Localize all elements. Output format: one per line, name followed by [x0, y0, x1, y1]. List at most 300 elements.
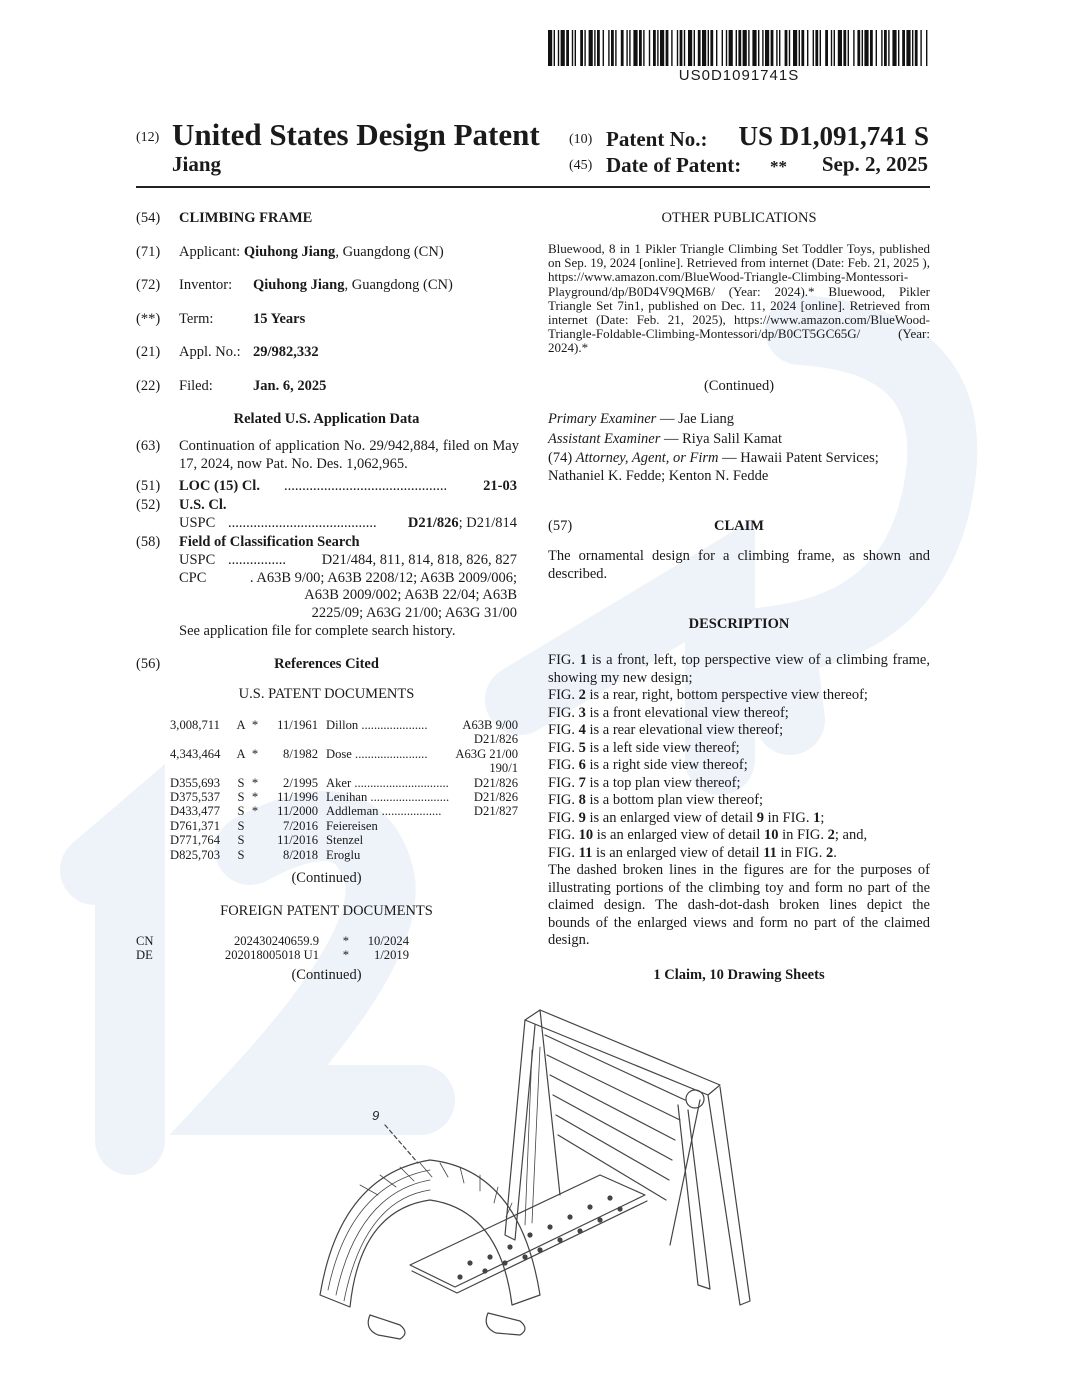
barcode-bar: [864, 30, 868, 66]
fig-text: is a front, left, top perspective view of a climbing frame, showing my new design;: [548, 652, 930, 686]
inventor-name: Qiuhong Jiang: [253, 277, 345, 293]
appl-code: (21): [136, 344, 161, 360]
ref-kind: S: [237, 818, 245, 833]
fig-prefix: FIG.: [548, 722, 579, 738]
ref-number: D355,693: [170, 775, 221, 790]
barcode-bar: [834, 30, 835, 66]
barcode-bar: [825, 30, 828, 66]
term-value: 15 Years: [253, 311, 306, 327]
us-reference-row: [170, 776, 518, 790]
barcode-bar: [815, 30, 818, 66]
barcode-bar: [633, 30, 637, 66]
foreign-date: 10/2024: [367, 934, 409, 948]
barcode-bar: [603, 30, 604, 66]
assistant-examiner-label: Assistant Examiner: [548, 431, 661, 447]
fig-detail-number: 11: [763, 844, 777, 861]
ref-kind: S: [237, 775, 245, 790]
other-pubs-continued: (Continued): [703, 378, 775, 394]
description-body: [548, 652, 930, 950]
term-label: Term:: [179, 311, 214, 327]
detail-leader: [385, 1125, 418, 1163]
ref-number: D825,703: [170, 847, 221, 862]
fig-text: is a front elevational view thereof;: [585, 704, 789, 721]
figure-description: [548, 827, 930, 845]
ref-class: D21/827: [473, 804, 518, 819]
loc-code: (51): [136, 478, 161, 494]
barcode-bar: [589, 30, 593, 66]
ref-star: *: [251, 775, 259, 790]
ref-inventor: Dose: [326, 746, 352, 761]
date-code: (45): [569, 158, 593, 173]
ref-class-secondary: D21/826: [473, 732, 518, 747]
barcode-bar: [793, 30, 797, 66]
ref-star: *: [251, 746, 259, 761]
barcode-bar: [677, 30, 678, 66]
barcode-bar: [752, 30, 756, 66]
ref-class: A63B 9/00: [462, 718, 518, 732]
barcode-bar: [857, 30, 860, 66]
attorney-label: Attorney, Agent, or Firm: [575, 450, 719, 466]
barcode-bar: [881, 30, 882, 66]
field-cpc-line2: A63B 2009/002; A63B 22/04; A63B: [304, 587, 517, 603]
ref-inventor-class: [318, 833, 518, 847]
fig-text: is a rear elevational view thereof;: [585, 722, 784, 738]
field-code: (58): [136, 534, 161, 550]
appl-label: Appl. No.:: [179, 344, 241, 360]
fig-number: 7: [578, 774, 586, 791]
date-label: Date of Patent:: [606, 153, 742, 177]
barcode-bar: [758, 30, 759, 66]
barcode-bar: [738, 30, 741, 66]
ref-number: 3,008,711: [170, 718, 220, 732]
barcode-bar: [915, 30, 918, 66]
primary-examiner-label: Primary Examiner: [548, 411, 657, 427]
claim-heading: CLAIM: [714, 518, 764, 534]
barcode-bar: [608, 30, 609, 66]
fig-text: is an enlarged view of detail: [593, 827, 764, 843]
barcode-bar: [888, 30, 889, 66]
fig-text-3: ;: [820, 809, 825, 826]
barcode-bar: [694, 30, 695, 66]
ref-inventor: Stenzel: [326, 833, 364, 848]
us-refs-continued: (Continued): [291, 870, 362, 886]
ref-kind: S: [237, 847, 245, 862]
term-code: (**): [136, 311, 161, 327]
barcode-bar: [666, 30, 669, 66]
barcode-bar: [736, 30, 737, 66]
figure-description: [548, 740, 930, 758]
barcode-bar: [621, 30, 624, 66]
type-code: (12): [136, 130, 160, 145]
ref-inventor: Aker: [326, 775, 352, 790]
ref-kind: S: [237, 790, 245, 805]
barcode-bar: [785, 30, 788, 66]
figure-list: [548, 652, 930, 862]
barcode-bar: [572, 30, 573, 66]
figure-description: [548, 687, 930, 705]
foreign-star: *: [342, 948, 349, 963]
ref-date: 11/1961: [277, 718, 318, 732]
ref-dots: .....................: [361, 718, 428, 732]
figure-description: [548, 705, 930, 723]
attorney-code: (74): [548, 450, 573, 466]
foreign-country: CN: [136, 934, 154, 948]
uscl-label: U.S. Cl.: [179, 497, 227, 513]
foreign-number: 202018005018 U1: [224, 948, 319, 963]
assistant-examiner-name: — Riya Salil Kamat: [660, 431, 782, 447]
fig-ref-number: 2: [826, 844, 834, 861]
barcode-bar: [671, 30, 672, 66]
barcode-bar: [649, 30, 650, 66]
ref-dots: .........................: [370, 790, 450, 805]
ref-star: [248, 848, 262, 862]
barcode-bar: [615, 30, 616, 66]
other-pubs-text: Bluewood, 8 in 1 Pikler Triangle Climbing Set Toddler Toys, published on Sep. 19, 2024 [online]. Retrieved from internet (Date: Feb. 21, 2025 ), https://www.amazon.com/BlueWood-Triangle-Climbing-Montessori-Playground/dp/B0D4V9QM6B/ (Year: 2024).* Bluewood, Pikler Triangle Set 7in1, published on Dec. 11, 2024 [online]. Retrieved from internet (Date: Feb. 21, 2025), https://www.amazon.com/BlueWood-Triangle-Foldable-Climbing-Montessori/dp/B0CT5GC65G/ (Year: 2024).*: [548, 241, 930, 356]
fig-number: 11: [578, 844, 593, 861]
applicant-label: Applicant:: [179, 244, 241, 260]
us-reference-row: [170, 848, 518, 862]
barcode-bar: [771, 30, 774, 66]
inventor-short: Jiang: [172, 152, 222, 176]
foreign-number: 202430240659.9: [233, 934, 319, 948]
figure-description: [548, 775, 930, 793]
fig-prefix: FIG.: [548, 774, 579, 791]
barcode-bar: [898, 30, 899, 66]
barcode-bar: [653, 30, 656, 66]
barcode-bar: [848, 30, 849, 66]
barcode-bar: [729, 30, 733, 66]
applicant-location: , Guangdong (CN): [335, 244, 444, 260]
ref-inventor-class: [318, 819, 518, 833]
loc-label: LOC (15) Cl.: [179, 478, 260, 494]
ref-star: *: [251, 790, 259, 805]
barcode-bar: [722, 30, 723, 66]
field-cpc-line1: . A63B 9/00; A63B 2208/12; A63B 2009/006;: [249, 570, 517, 586]
fig-text-3: .: [833, 844, 837, 861]
barcode-bar: [629, 30, 630, 66]
fig-text: is a bottom plan view thereof;: [585, 792, 764, 808]
loc-value: 21-03: [483, 478, 517, 494]
fig-text: is an enlarged view of detail: [592, 844, 764, 861]
related-heading: Related U.S. Application Data: [233, 411, 420, 427]
barcode-bar: [554, 30, 555, 66]
barcode-bar: [920, 30, 921, 66]
uspc-value: [390, 515, 517, 533]
ref-date: 8/1982: [283, 746, 318, 761]
ref-inventor-class: [318, 790, 518, 804]
inventor-line: [253, 277, 453, 295]
us-reference-row: [170, 790, 518, 804]
barcode-bar: [688, 30, 692, 66]
assistant-examiner: [548, 431, 782, 449]
barcode-bar: [870, 30, 873, 66]
ref-star: *: [251, 804, 259, 819]
foreign-star: *: [342, 934, 349, 948]
barcode-bar: [626, 30, 627, 66]
applicant-line: [179, 244, 444, 262]
ref-inventor: Eroglu: [326, 847, 361, 862]
fig-number: 9: [578, 809, 586, 826]
barcode-bar: [716, 30, 717, 66]
barcode-bar: [831, 30, 832, 66]
header-rule: [136, 186, 930, 188]
climbing-frame-drawing: [300, 995, 780, 1355]
primary-examiner: [548, 411, 734, 429]
fig-text-2: in FIG.: [778, 827, 828, 843]
barcode-bar: [639, 30, 642, 66]
ref-star: *: [251, 718, 259, 732]
foreign-reference-row: [136, 934, 409, 948]
barcode-bar: [748, 30, 749, 66]
ref-date: 11/2000: [277, 804, 318, 819]
ref-inventor: Lenihan: [326, 790, 368, 805]
ref-inventor-class: [318, 848, 518, 862]
barcode-bar: [743, 30, 747, 66]
uspc-label: USPC: [179, 515, 216, 531]
barcode-bar: [862, 30, 863, 66]
barcode-bar: [813, 30, 814, 66]
patent-type-title: United States Design Patent: [172, 117, 540, 152]
refs-code: (56): [136, 656, 161, 672]
climbing-arch: [320, 1160, 540, 1307]
claim-text: The ornamental design for a climbing frame, as shown and described.: [548, 548, 930, 582]
fig-ref-number: 1: [813, 809, 821, 826]
ref-class: A63G 21/00: [455, 746, 518, 761]
foreign-country: DE: [136, 948, 153, 963]
fig-prefix: FIG.: [548, 704, 579, 721]
us-reference-row: [170, 833, 518, 847]
claim-code: (57): [548, 518, 573, 534]
ref-kind: A: [236, 718, 246, 732]
ref-date: 7/2016: [283, 818, 318, 833]
ref-class: D21/826: [473, 775, 518, 790]
barcode-bar: [779, 30, 780, 66]
description-heading: DESCRIPTION: [688, 616, 790, 632]
patent-number: US D1,091,741 S: [738, 121, 929, 151]
foreign-docs-heading: FOREIGN PATENT DOCUMENTS: [220, 903, 433, 919]
us-reference-row: [170, 819, 518, 833]
ref-class-secondary: 190/1: [489, 761, 518, 776]
barcode-bar: [643, 30, 644, 66]
field-uspc-dots: ................: [228, 552, 286, 568]
inventor-location: , Guangdong (CN): [344, 277, 453, 293]
filed-label: Filed:: [179, 378, 213, 394]
ref-kind: S: [237, 833, 245, 848]
barcode-bar: [702, 30, 706, 66]
barcode-bar: [680, 30, 683, 66]
ref-star: [248, 833, 262, 847]
field-uspc-value: D21/484, 811, 814, 818, 826, 827: [321, 552, 517, 568]
ref-date: 11/1996: [277, 790, 318, 805]
design-title: CLIMBING FRAME: [179, 210, 313, 226]
fig-prefix: FIG.: [548, 844, 579, 861]
figure-description: [548, 757, 930, 775]
barcode-bar: [660, 30, 664, 66]
barcode-bar: [594, 30, 595, 66]
us-references-table: [170, 718, 518, 862]
ref-inventor: Feiereisen: [326, 818, 378, 833]
fig-number: 10: [578, 827, 594, 843]
ref-number: 4,343,464: [170, 746, 221, 761]
barcode-bar: [912, 30, 913, 66]
ref-number: D761,371: [170, 818, 221, 833]
filed-code: (22): [136, 378, 161, 394]
barcode-bar: [843, 30, 846, 66]
field-cpc-line3: 2225/09; A63G 21/00; A63G 31/00: [311, 605, 517, 621]
figure-description: [548, 792, 930, 810]
fig-prefix: FIG.: [548, 809, 579, 826]
fig-text: is a left side view thereof;: [585, 739, 740, 756]
figure-description: [548, 652, 930, 687]
ref-star: [248, 819, 262, 833]
uspc-dots: .........................................: [228, 515, 377, 531]
figure-description: [548, 845, 930, 863]
barcode-bar: [580, 30, 583, 66]
barcode-bar: [684, 30, 685, 66]
barcode-bar: [884, 30, 887, 66]
barcode-bar: [926, 30, 927, 66]
uspc-value-secondary: ; D21/814: [458, 515, 517, 531]
barcode-bar: [765, 30, 769, 66]
fig-prefix: FIG.: [548, 792, 579, 808]
barcode-bar: [762, 30, 763, 66]
foreign-reference-row: [136, 948, 409, 962]
arch-handle-left: [368, 1315, 405, 1339]
us-reference-row: [170, 747, 518, 776]
foreign-date: 1/2019: [374, 948, 409, 963]
barcode-bar: [726, 30, 727, 66]
fig-number: 2: [578, 687, 586, 703]
uscl-code: (52): [136, 497, 161, 513]
ref-date: 8/2018: [283, 847, 318, 862]
barcode-bar: [611, 30, 614, 66]
fig-prefix: FIG.: [548, 739, 579, 756]
fig-prefix: FIG.: [548, 827, 579, 843]
arch-handle-right: [486, 1313, 525, 1335]
appl-value: 29/982,332: [253, 344, 319, 360]
barcode-bar: [708, 30, 709, 66]
ref-inventor: Dillon: [326, 718, 359, 732]
ref-number: D771,764: [170, 833, 221, 848]
patent-no-label: Patent No.:: [606, 127, 708, 151]
fig-number: 4: [578, 722, 586, 738]
filed-value: Jan. 6, 2025: [253, 378, 327, 394]
fig-text-2: in FIG.: [776, 844, 827, 861]
fig-prefix: FIG.: [548, 687, 579, 703]
fig-text-2: in FIG.: [763, 809, 814, 826]
fig-detail-number: 10: [763, 827, 779, 843]
barcode-bar: [876, 30, 877, 66]
fig-number: 1: [579, 652, 587, 668]
barcode-bar: [801, 30, 804, 66]
figure-description: [548, 810, 930, 828]
fig-text: is a right side view thereof;: [585, 757, 748, 773]
ramp-board: [410, 1175, 645, 1287]
field-see-text: See application file for complete search history.: [179, 623, 456, 639]
field-uspc-label: USPC: [179, 552, 216, 568]
inventor-code: (72): [136, 277, 161, 293]
continuation-code: (63): [136, 438, 161, 454]
barcode-bar: [657, 30, 658, 66]
barcode-bar: [584, 30, 585, 66]
uspc-value-primary: D21/826: [407, 515, 459, 531]
foreign-refs-continued: (Continued): [291, 967, 362, 983]
barcode-bar: [789, 30, 790, 66]
fig-number: 6: [578, 757, 586, 773]
detail-label: 9: [372, 1108, 380, 1123]
us-reference-row: [170, 804, 518, 818]
fig-ref-number: 2: [827, 827, 835, 843]
barcode-bar: [838, 30, 842, 66]
attorney-value: — Hawaii Patent Services; Nathaniel K. Fedde; Kenton N. Fedde: [548, 450, 879, 484]
fig-number: 5: [578, 739, 586, 756]
dashed-note: The dashed broken lines in the figures are for the purposes of illustrating portions of the climbing toy and form no part of the claimed design. The dash-dot-dash broken lines depict the bounds of the enlarged views and form no part of the claimed design.: [548, 862, 930, 948]
barcode-bar: [575, 30, 576, 66]
fig-text-3: ; and,: [834, 827, 868, 843]
barcode-bar: [892, 30, 896, 66]
ref-dots: ...................: [381, 804, 442, 819]
figure-description: [548, 722, 930, 740]
inventor-label: Inventor:: [179, 277, 233, 293]
ref-date: 11/2016: [277, 833, 318, 848]
field-label: Field of Classification Search: [179, 534, 360, 550]
ref-inventor-class: [318, 776, 518, 790]
field-cpc-label: CPC: [179, 570, 207, 586]
ref-dots: ..............................: [354, 775, 449, 790]
ref-date: 2/1995: [283, 775, 318, 790]
fig-prefix: FIG.: [548, 757, 579, 773]
applicant-code: (71): [136, 244, 161, 260]
barcode-bar: [597, 30, 600, 66]
date-marker: **: [770, 157, 787, 176]
patent-no-code: (10): [569, 132, 593, 147]
fig-text: is a rear, right, bottom perspective view thereof;: [585, 687, 868, 703]
ref-number: D375,537: [170, 790, 221, 805]
attorney: [548, 450, 930, 485]
patent-date: Sep. 2, 2025: [821, 152, 928, 176]
applicant-name: Qiuhong Jiang: [243, 244, 336, 260]
barcode-bar: [807, 30, 808, 66]
triangle-rear-leg: [708, 1087, 750, 1305]
barcode-bar: [906, 30, 910, 66]
ref-inventor-class: [318, 718, 518, 747]
barcode-bar: [698, 30, 701, 66]
barcode-bar: [566, 30, 569, 66]
other-pubs-heading: OTHER PUBLICATIONS: [661, 210, 817, 226]
barcode-bar: [558, 30, 559, 66]
fig-detail-number: 9: [756, 809, 764, 826]
triangle-top-rail: [525, 1010, 720, 1095]
triangle-front-leg: [505, 1020, 535, 1240]
primary-examiner-name: — Jae Liang: [656, 411, 735, 427]
barcode-number: US0D1091741S: [678, 67, 800, 84]
barcode-bar: [548, 30, 552, 66]
barcode-bar: [776, 30, 777, 66]
claims-summary: 1 Claim, 10 Drawing Sheets: [653, 967, 825, 983]
barcode-bar: [710, 30, 713, 66]
barcode-bar: [820, 30, 821, 66]
us-reference-row: [170, 718, 518, 747]
foreign-references-table: [136, 934, 409, 963]
fig-prefix: FIG.: [548, 652, 580, 668]
refs-heading: References Cited: [274, 656, 379, 672]
fig-text: is an enlarged view of detail: [585, 809, 757, 826]
barcode-bar: [799, 30, 800, 66]
ref-kind: A: [236, 746, 246, 761]
ref-inventor-class: [318, 804, 518, 818]
fig-text: is a top plan view thereof;: [585, 774, 741, 791]
barcode-bar: [902, 30, 905, 66]
